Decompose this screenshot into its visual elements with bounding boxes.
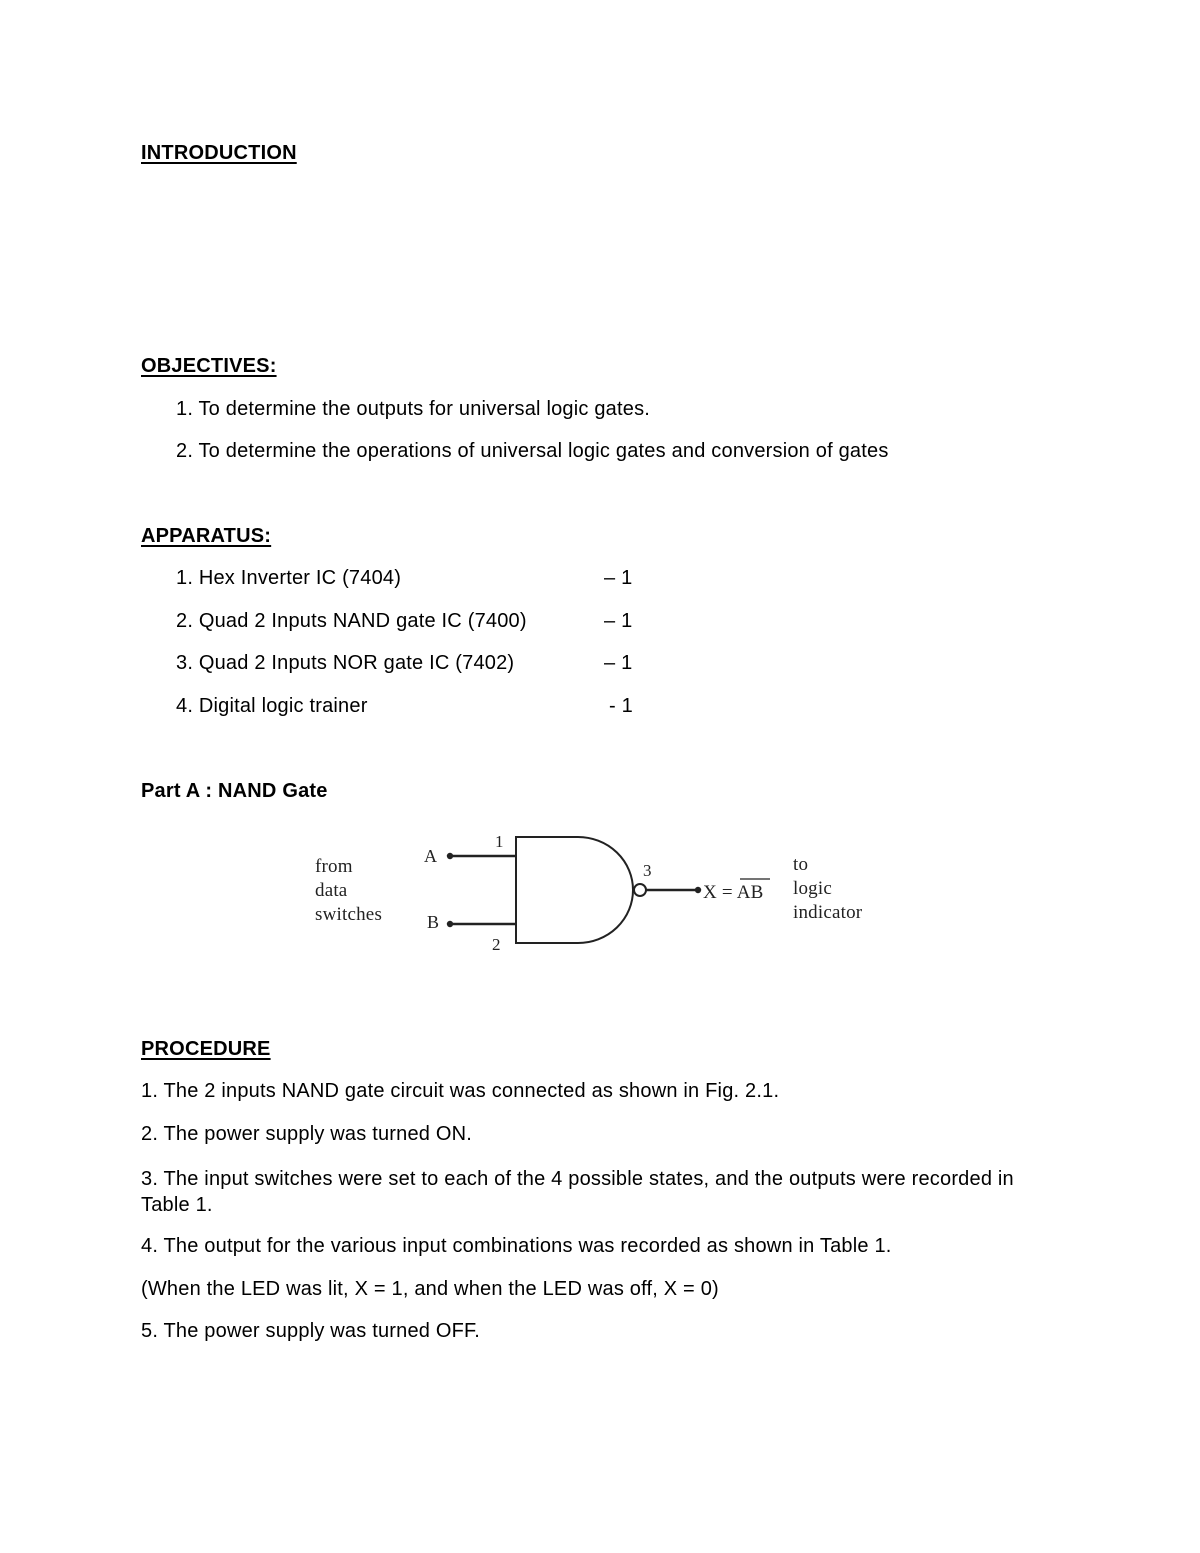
apparatus-item-name: 2. Quad 2 Inputs NAND gate IC (7400) [176, 610, 527, 632]
procedure-step: 5. The power supply was turned OFF. [141, 1320, 481, 1342]
objective-item: 1. To determine the outputs for universal logic gates. [176, 398, 651, 420]
pin-2-label: 2 [492, 935, 501, 954]
apparatus-item-qty: – 1 [604, 652, 633, 674]
procedure-step: 4. The output for the various input combinations was recorded as shown in Table 1. [141, 1235, 892, 1257]
objectives-heading: OBJECTIVES: [141, 355, 277, 377]
input-a-label: A [424, 846, 438, 866]
apparatus-item-qty: – 1 [604, 567, 633, 589]
left-label-line: data [315, 880, 348, 901]
right-label-line: to [793, 854, 809, 875]
procedure-note: (When the LED was lit, X = 1, and when the LED was off, X = 0) [141, 1278, 719, 1300]
output-prefix: X = [703, 882, 737, 903]
output-expression: AB [736, 882, 764, 903]
introduction-heading: INTRODUCTION [141, 142, 297, 164]
nand-gate-body [516, 837, 633, 943]
pin-3-label: 3 [643, 861, 652, 880]
nand-gate-diagram [300, 825, 900, 975]
apparatus-item-qty: - 1 [609, 695, 633, 717]
pin-1-label: 1 [495, 832, 504, 851]
left-label-line: from [315, 856, 353, 877]
right-label-line: logic [793, 878, 832, 899]
apparatus-item-qty: – 1 [604, 610, 633, 632]
procedure-step: 2. The power supply was turned ON. [141, 1123, 473, 1145]
procedure-step: 1. The 2 inputs NAND gate circuit was connected as shown in Fig. 2.1. [141, 1080, 780, 1102]
apparatus-heading: APPARATUS: [141, 525, 272, 547]
apparatus-item-name: 4. Digital logic trainer [176, 695, 368, 717]
inversion-bubble [634, 884, 646, 896]
part-a-heading: Part A : NAND Gate [141, 780, 328, 802]
input-b-label: B [427, 912, 440, 932]
right-label-line: indicator [793, 902, 863, 923]
output-terminal [695, 887, 701, 893]
apparatus-item-name: 1. Hex Inverter IC (7404) [176, 567, 402, 589]
procedure-step: 3. The input switches were set to each of the 4 possible states, and the outputs were recorded in Table 1. [141, 1168, 1014, 1216]
apparatus-item-name: 3. Quad 2 Inputs NOR gate IC (7402) [176, 652, 515, 674]
left-label-line: switches [315, 904, 383, 925]
svg-text:X = AB [703, 882, 764, 903]
procedure-heading: PROCEDURE [141, 1038, 271, 1060]
objective-item: 2. To determine the operations of universal logic gates and conversion of gates [176, 440, 889, 462]
